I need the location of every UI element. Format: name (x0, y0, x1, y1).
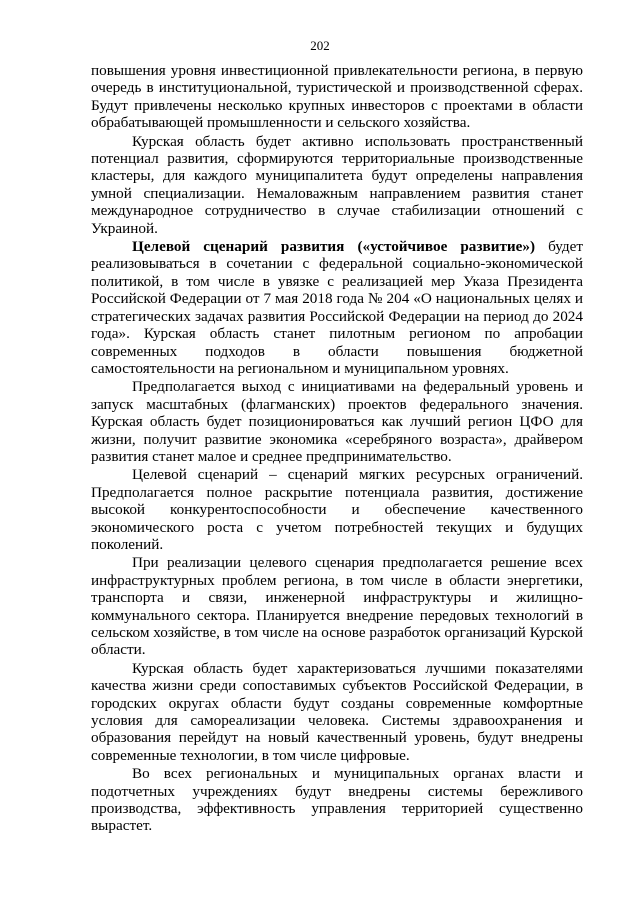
paragraph: Предполагается выход с инициативами на федеральный уровень и запуск масштабных (флагманских) проектов федерального значения. Курская область будет позиционироваться как лучший регион ЦФО для жизни, получит развитие экономика «серебряного возраста», драйвером развития станет малое и среднее предпринимательство. (91, 378, 583, 465)
paragraph: Курская область будет активно использовать пространственный потенциал развития, сформируются территориальные производственные кластеры, для каждого муниципалитета будут определены направления умной специализации. Немаловажным направлением развития станет международное сотрудничество в случае стабилизации отношений с Украиной. (91, 132, 583, 237)
paragraph: Целевой сценарий – сценарий мягких ресурсных ограничений. Предполагается полное раскрытие потенциала развития, достижение высокой конкурентоспособности и обеспечение качественного экономического роста с учетом потребностей текущих и будущих поколений. (91, 466, 583, 553)
page-number: 202 (310, 38, 330, 53)
paragraph: Во всех региональных и муниципальных органах власти и подотчетных учреждениях будут внедрены системы бережливого производства, эффективность управления территорией существенно вырастет. (91, 765, 583, 835)
paragraph: При реализации целевого сценария предполагается решение всех инфраструктурных проблем региона, в том числе в области энергетики, транспорта и связи, инженерной инфраструктуры и жилищно-коммунального сектора. Планируется внедрение передовых технологий в сельском хозяйстве, в том числе на основе разработок организаций Курской области. (91, 554, 583, 659)
body-text (91, 62, 583, 835)
paragraph-target-scenario (91, 238, 583, 377)
target-scenario-heading: Целевой сценарий развития («устойчивое развитие») (132, 238, 536, 256)
paragraph-continued: повышения уровня инвестиционной привлекательности региона, в первую очередь в институциональной, туристической и производственной сферах. Будут привлечены несколько крупных инвесторов с проектами в области обрабатывающей промышленности и сельского хозяйства. (91, 62, 583, 132)
paragraph: Курская область будет характеризоваться лучшими показателями качества жизни среди сопоставимых субъектов Российской Федерации, в городских округах области будут созданы современные комфортные условия для самореализации человека. Системы здравоохранения и образования перейдут на новый качественный уровень, будут внедрены современные технологии, в том числе цифровые. (91, 659, 583, 764)
paragraph-text: будет реализовываться в сочетании с федеральной социально-экономической политикой, в том числе в увязке с реализацией мер Указа Президента Российской Федерации от 7 мая 2018 года № 204 «О национальных целях и стратегических задачах развития Российской Федерации на период до 2024 года». Курская область станет пилотным регионом по апробации современных подходов в области повышения бюджетной самостоятельности на региональном и муниципальном уровнях. (91, 238, 583, 377)
